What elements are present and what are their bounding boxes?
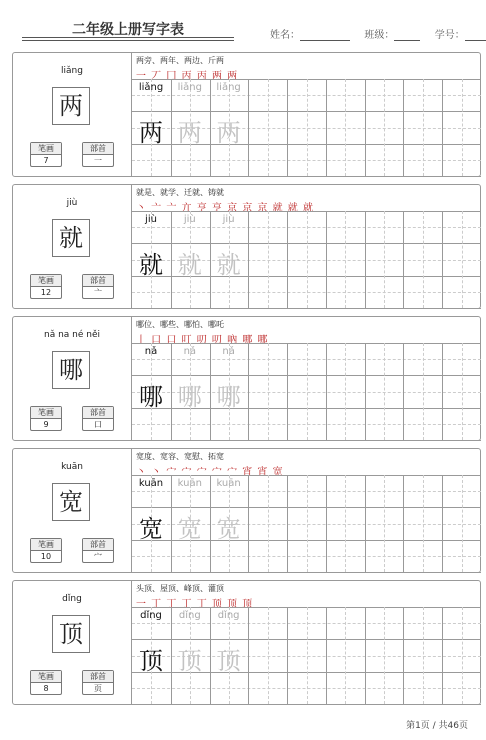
stroke-count-label: 笔画 xyxy=(31,539,61,551)
stroke-count-label: 笔画 xyxy=(31,275,61,287)
model-char: 两 xyxy=(52,87,90,125)
practice-char: 两 xyxy=(177,119,202,148)
char-card xyxy=(12,184,481,309)
practice-char: 两 xyxy=(139,119,163,148)
radical-box xyxy=(82,538,114,563)
page-indicator: 第1页 / 共46页 xyxy=(406,721,468,731)
radical-label: 部首 xyxy=(83,143,113,155)
practice-pinyin: nǎ xyxy=(183,346,197,357)
char-pinyin: nǎ na né něi xyxy=(43,330,100,340)
radical-box xyxy=(82,406,114,431)
stroke-count: 10 xyxy=(40,552,52,561)
practice-char: 哪 xyxy=(216,383,241,412)
class-label: 班级： xyxy=(364,30,395,41)
model-char: 就 xyxy=(52,219,90,257)
stroke-count: 8 xyxy=(43,684,49,693)
stroke-count-label: 笔画 xyxy=(31,143,61,155)
char-card xyxy=(12,448,481,573)
stroke-order: 一 丁 丁 丁 丁 顶 顶 顶 xyxy=(136,599,254,610)
radical-label: 部首 xyxy=(83,671,113,683)
student-id-label: 学号： xyxy=(434,30,465,41)
stroke-order: 丶 丶 宀 宀 宀 宀 宀 宵 宵 宽 xyxy=(136,467,284,478)
practice-grid[interactable] xyxy=(132,475,481,572)
practice-pinyin: jiù xyxy=(145,214,157,225)
practice-char: 顶 xyxy=(177,647,202,676)
practice-char: 宽 xyxy=(177,515,202,544)
radical-label: 部首 xyxy=(83,539,113,551)
practice-char: 就 xyxy=(177,251,202,280)
radical: 一 xyxy=(94,156,102,165)
practice-char: 就 xyxy=(216,251,241,280)
char-info-panel xyxy=(13,449,132,572)
practice-pinyin: kuān xyxy=(177,478,202,489)
model-char: 宽 xyxy=(52,483,90,521)
stroke-count: 9 xyxy=(43,420,49,429)
radical-box xyxy=(82,142,114,167)
stroke-order: 丶 亠 亠 亣 亨 亨 京 京 京 就 就 就 xyxy=(136,203,314,214)
practice-pinyin: nǎ xyxy=(144,346,158,357)
radical: 页 xyxy=(94,684,102,693)
title-underline xyxy=(22,37,234,38)
char-pinyin: jiù xyxy=(66,198,78,208)
radical-box xyxy=(82,670,114,695)
practice-grid[interactable] xyxy=(132,607,481,704)
practice-char: 就 xyxy=(139,251,163,280)
practice-char: 哪 xyxy=(177,383,202,412)
stroke-count-box xyxy=(30,670,62,695)
stroke-count: 7 xyxy=(43,156,49,165)
practice-char: 哪 xyxy=(139,383,163,412)
practice-pinyin: kuān xyxy=(216,478,241,489)
model-char: 哪 xyxy=(52,351,90,389)
radical-label: 部首 xyxy=(83,407,113,419)
radical: 口 xyxy=(94,420,102,429)
stroke-count-box xyxy=(30,274,62,299)
radical-box xyxy=(82,274,114,299)
title-underline-2 xyxy=(22,40,234,41)
radical: 亠 xyxy=(94,288,102,297)
practice-pinyin: dǐng xyxy=(217,610,240,621)
stroke-count-box xyxy=(30,406,62,431)
radical-label: 部首 xyxy=(83,275,113,287)
char-card xyxy=(12,316,481,441)
practice-grid[interactable] xyxy=(132,211,481,308)
char-pinyin: liǎng xyxy=(61,66,83,76)
practice-grid[interactable] xyxy=(132,79,481,176)
practice-char: 顶 xyxy=(216,647,241,676)
example-words: 就是、就学、迁就、铸就 xyxy=(136,188,224,197)
practice-pinyin: dǐng xyxy=(178,610,201,621)
name-field[interactable] xyxy=(300,30,350,41)
model-char: 顶 xyxy=(52,615,90,653)
practice-pinyin: liǎng xyxy=(138,82,164,93)
practice-char: 宽 xyxy=(216,515,241,544)
practice-pinyin: kuān xyxy=(138,478,164,489)
char-pinyin: kuān xyxy=(61,462,83,472)
stroke-count-box xyxy=(30,142,62,167)
practice-pinyin: dǐng xyxy=(140,610,162,621)
practice-pinyin: liǎng xyxy=(177,82,202,93)
char-card xyxy=(12,52,481,177)
stroke-count-box xyxy=(30,538,62,563)
example-words: 头顶、屋顶、峰顶、灌顶 xyxy=(136,584,224,593)
radical: 宀 xyxy=(94,552,102,561)
stroke-count-label: 笔画 xyxy=(31,407,61,419)
student-id-field[interactable] xyxy=(465,30,486,41)
practice-pinyin: nǎ xyxy=(222,346,235,357)
name-label: 姓名： xyxy=(270,30,300,41)
page-title: 二年级上册写字表 xyxy=(72,22,184,38)
example-words: 哪位、哪些、哪怕、哪吒 xyxy=(136,320,224,329)
stroke-count: 12 xyxy=(40,288,52,297)
practice-grid[interactable] xyxy=(132,343,481,440)
practice-pinyin: jiù xyxy=(222,214,235,225)
char-info-panel xyxy=(13,317,132,440)
stroke-count-label: 笔画 xyxy=(31,671,61,683)
practice-char: 宽 xyxy=(139,515,163,544)
practice-pinyin: liǎng xyxy=(216,82,241,93)
class-field[interactable] xyxy=(394,30,420,41)
stroke-order: 丨 口 口 叮 叨 叨 吶 哪 哪 xyxy=(136,335,269,346)
example-words: 宽度、宽容、宽慰、拓宽 xyxy=(136,452,224,461)
char-info-panel xyxy=(13,53,132,176)
stroke-order: 一 丆 冂 丙 丙 两 两 xyxy=(136,71,239,82)
example-words: 两旁、两年、两边、斤两 xyxy=(136,56,224,65)
char-card xyxy=(12,580,481,705)
student-info xyxy=(270,26,486,41)
practice-char: 两 xyxy=(216,119,241,148)
practice-char: 顶 xyxy=(139,647,163,676)
char-pinyin: dǐng xyxy=(62,594,82,604)
char-info-panel xyxy=(13,185,132,308)
practice-pinyin: jiù xyxy=(183,214,196,225)
char-info-panel xyxy=(13,581,132,704)
